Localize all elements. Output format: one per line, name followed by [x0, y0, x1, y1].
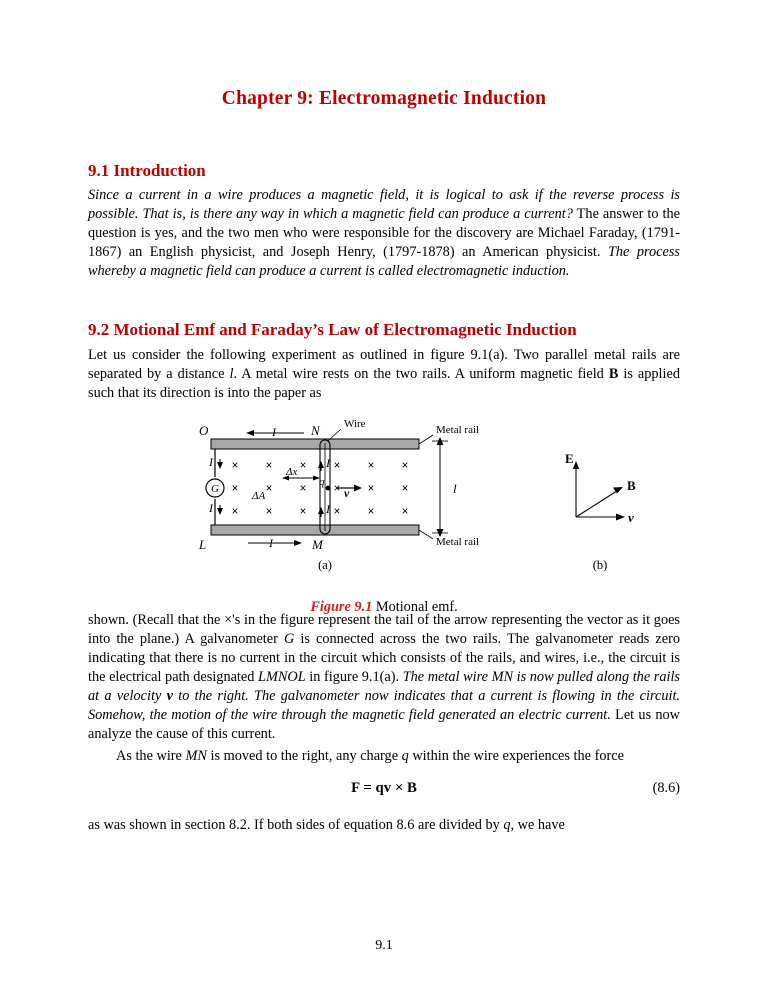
section-1-heading: 9.1 Introduction [88, 161, 206, 180]
svg-text:×: × [333, 505, 341, 518]
svg-text:×: × [401, 505, 409, 518]
equation-text: F = qv × B [351, 779, 417, 796]
label-delta-x: Δx [286, 465, 298, 478]
page-content [88, 0, 680, 835]
label-current-left-lower: I [209, 500, 213, 515]
label-corner-N: N [311, 422, 320, 438]
label-current-wire-lower: I [326, 501, 330, 516]
figure-label-b: (b) [592, 557, 608, 572]
label-corner-O: O [199, 422, 209, 438]
current-arrow-left-lower-head [217, 508, 223, 515]
label-wire: Wire [344, 417, 366, 430]
label-charge-q: q [319, 475, 325, 488]
s2-text-c: is applied such that its direction is into the paper as [88, 365, 680, 401]
bp1-d: Let us now analyze the cause of this current. [88, 706, 681, 742]
svg-text:×: × [401, 459, 409, 472]
bp1-c: in figure 9.1(a). [305, 668, 403, 685]
intro-roman-1: The answer to the question is yes, and the two men who were responsible for the discovery are Michael Faraday, (1791-1867) an English physicist, and Joseph Henry, (1797-1878) an American physicist. [88, 206, 680, 261]
equation-number: (8.6) [652, 779, 680, 796]
label-vector-E: E [565, 450, 574, 466]
equation-8-6 [88, 780, 680, 797]
current-arrow-wire-upper-head [318, 461, 324, 468]
s2-text-b: . A metal wire rests on the two rails. A uniform magnetic field [233, 365, 609, 382]
section-2-paragraph [88, 346, 680, 403]
label-current-top: I [272, 424, 276, 439]
svg-text:×: × [299, 482, 307, 495]
section-1-paragraph [88, 186, 680, 281]
bp1-G: G [283, 630, 295, 647]
svg-text:×: × [401, 482, 409, 495]
bp1-italic-b: to the right. The galvanometer now indicates that a current is flowing in the circuit. Somehow, the motion of the wire through the magnetic field generated an electric current. [88, 687, 680, 723]
chapter-title: Chapter 9: Electromagnetic Induction [221, 88, 547, 109]
svg-text:×: × [333, 482, 341, 495]
bp1-italic-v: v [166, 687, 173, 704]
section-1 [88, 160, 680, 281]
label-metal-rail-bottom: Metal rail [436, 535, 480, 548]
figure-label-a: (a) [318, 557, 332, 572]
svg-text:×: × [367, 482, 375, 495]
bp3-b: , we have [510, 816, 565, 833]
figure-caption [88, 599, 680, 616]
intro-italic-1: Since a current in a wire produces a magnetic field, it is logical to ask if the reverse process is possible. That is, is there any way in which a magnetic field can produce a current? [88, 187, 680, 223]
figure-caption-number: Figure 9.1 [310, 598, 373, 615]
triad-E-arrow [573, 461, 579, 469]
svg-text:×: × [231, 482, 239, 495]
bp3-a: as was shown in section 8.2. If both sides of equation 8.6 are divided by [88, 816, 504, 833]
s2-text-a: Let us consider the following experiment as outlined in figure 9.1(a). Two parallel metal rails are separated by a distance [88, 346, 680, 382]
bp1-b: is connected across the two rails. The galvanometer reads zero indicating that there is no current in the circuit which consists of the rails, and wires, i.e., the circuit is the electrical path designated [88, 630, 680, 685]
charge-dot [326, 485, 331, 490]
label-current-left-upper: I [209, 454, 213, 469]
body-paragraph-1 [88, 611, 680, 744]
bp3-q: q [503, 816, 511, 833]
section-2-heading: 9.2 Motional Emf and Faraday’s Law of Electromagnetic Induction [88, 320, 577, 340]
label-metal-rail-top: Metal rail [436, 423, 480, 436]
svg-text:×: × [333, 459, 341, 472]
bp1-a: shown. (Recall that the ×'s in the figure represent the tail of the arrow representing the vector as it goes into the plane.) A galvanometer [88, 611, 680, 647]
label-current-bottom: I [269, 535, 273, 550]
rail-top-leader [419, 435, 433, 444]
rail-bottom-leader [419, 530, 433, 539]
bp1-LMNOL: LMNOL [258, 668, 306, 685]
svg-text:×: × [299, 459, 307, 472]
intro-italic-2: The process whereby a magnetic field can produce a current is called electromagnetic induction. [88, 244, 680, 280]
equation-block [88, 780, 680, 800]
s2-symbol-l: l [229, 365, 234, 382]
svg-text:×: × [265, 482, 273, 495]
body-paragraph-3 [88, 816, 680, 835]
label-corner-L: L [199, 536, 207, 552]
figure-9-1 [88, 417, 680, 615]
label-corner-M: M [312, 536, 323, 552]
page-number: 9.1 [375, 938, 393, 953]
bp1-italic-a: The metal wire MN is now pulled along the rails at a velocity [88, 668, 680, 704]
triad-v-arrow [616, 513, 625, 520]
figure-9-1-drawing [88, 417, 680, 595]
label-vector-v: v [628, 509, 634, 525]
svg-text:×: × [265, 505, 273, 518]
bp2-c: within the wire experiences the force [408, 747, 624, 764]
bp2-MN: MN [185, 747, 207, 764]
current-arrow-top-head [246, 430, 254, 436]
current-arrow-left-upper-head [217, 462, 223, 469]
bp2-b: is moved to the right, any charge [206, 747, 402, 764]
bp2-a: As the wire [116, 747, 186, 764]
svg-text:×: × [231, 505, 239, 518]
current-arrow-bottom-head [294, 540, 302, 546]
figure-caption-text: Motional emf. [372, 598, 458, 615]
galvanometer-label: G [211, 482, 219, 495]
label-current-wire-upper: I [326, 455, 330, 470]
svg-text:×: × [299, 505, 307, 518]
bp2-q: q [401, 747, 409, 764]
svg-text:×: × [231, 459, 239, 472]
label-velocity: v [344, 485, 350, 500]
label-delta-A: ΔA [252, 489, 266, 502]
s2-symbol-B: B [608, 365, 619, 382]
svg-text:×: × [265, 459, 273, 472]
label-length-l: l [453, 480, 457, 496]
metal-rail-bottom-bar [211, 525, 419, 535]
current-arrow-wire-lower-head [318, 507, 324, 514]
body-paragraph-2 [88, 747, 680, 766]
label-vector-B: B [627, 477, 636, 493]
svg-text:×: × [367, 459, 375, 472]
section-2 [88, 319, 680, 402]
metal-rail-top-bar [211, 439, 419, 449]
triad-B-axis [576, 489, 620, 517]
svg-text:×: × [367, 505, 375, 518]
velocity-arrow-head [354, 484, 362, 491]
